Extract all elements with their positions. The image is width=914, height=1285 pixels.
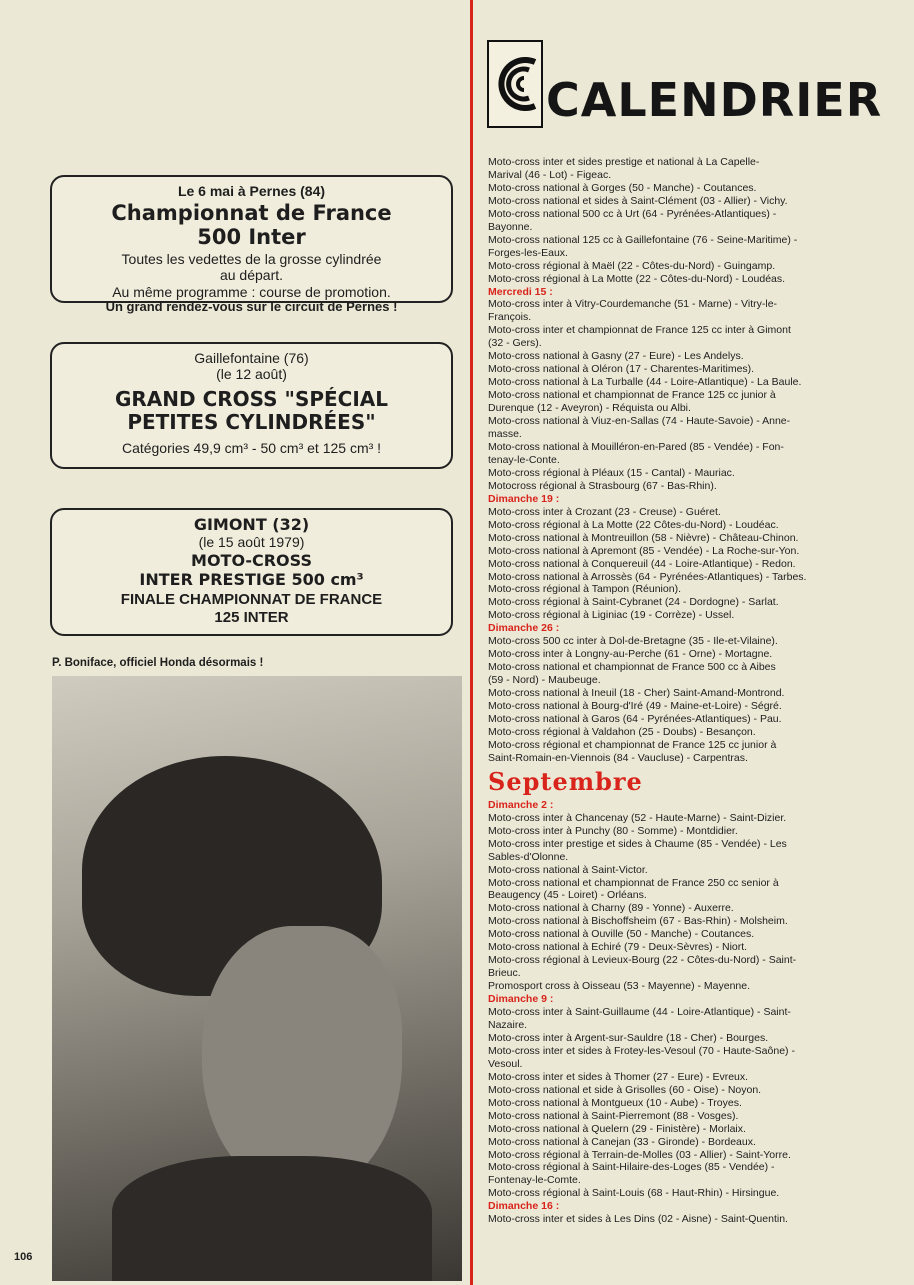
calendar-entry-line: Motocross régional à Strasbourg (67 - Bas-Rhin). [488,479,717,492]
calendar-entry-line: Moto-cross 500 cc inter à Dol-de-Bretagne (35 - Ile-et-Vilaine). [488,635,778,648]
calendar-entry-line: Moto-cross régional et championnat de France 125 cc junior à [488,738,777,751]
calendar-entry-line: Vesoul. [488,1057,523,1070]
gaillefontaine-announcement-box [50,342,453,469]
calendar-entry-line: Beaugency (45 - Loiret) - Orléans. [488,889,647,902]
calendar-entry-line: Moto-cross national 125 cc à Gaillefontaine (76 - Seine-Maritime) - [488,233,798,246]
month-heading: Septembre [488,766,643,796]
calendar-entry-line: Moto-cross inter et sides à Les Dins (02 - Aisne) - Saint-Quentin. [488,1213,788,1226]
calendar-entry-line: Forges-les-Eaux. [488,246,568,259]
calendar-entry-line: (59 - Nord) - Maubeuge. [488,674,601,687]
calendar-entry-line: Moto-cross national 500 cc à Urt (64 - Pyrénées-Atlantiques) - [488,207,777,220]
box2-categories: Catégories 49,9 cm³ - 50 cm³ et 125 cm³ ! [121,440,382,457]
box2-place: Gaillefontaine (76) [194,350,309,366]
box1-text-2: au départ. [219,267,284,284]
box1-class: 500 Inter [197,225,306,250]
calendar-entry-line: Moto-cross national à Bourg-d'Iré (49 - Maine-et-Loire) - Ségré. [488,700,782,713]
calendar-day-heading: Mercredi 15 : [488,285,553,298]
calendar-entry-line: Moto-cross national à Charny (89 - Yonne) - Auxerre. [488,902,734,915]
calendar-entry-line: Moto-cross national à Gasny (27 - Eure) - Les Andelys. [488,350,744,363]
calendar-entry-line: Moto-cross inter à Chancenay (52 - Haute-Marne) - Saint-Dizier. [488,811,787,824]
calendar-entry-line: Moto-cross national à La Turballe (44 - Loire-Atlantique) - La Baule. [488,376,802,389]
calendar-title: CALENDRIER [546,73,883,127]
pernes-announcement-box [50,175,453,314]
box1-text-3: Au même programme : course de promotion. [112,283,391,300]
page-number: 106 [14,1251,33,1263]
calendar-entry-line: Moto-cross régional à La Motte (22 Côtes-du-Nord) - Loudéac. [488,518,779,531]
calendar-entry-line: Moto-cross national et championnat de France 500 cc à Aibes [488,661,776,674]
box2-title-1: GRAND CROSS "SPÉCIAL [114,387,389,412]
calendar-entry-line: Moto-cross inter à Saint-Guillaume (44 - Loire-Atlantique) - Saint- [488,1006,791,1019]
calendar-entry-line: Moto-cross régional à Saint-Louis (68 - Haut-Rhin) - Hirsingue. [488,1187,780,1200]
calendar-entry-line: Moto-cross national à Echiré (79 - Deux-Sèvres) - Niort. [488,941,748,954]
box1-date: Le 6 mai à Pernes (84) [177,183,326,199]
calendar-entry-line: Moto-cross national à Ineuil (18 - Cher) Saint-Amand-Montrond. [488,687,785,700]
calendar-entry-line: Moto-cross inter à Argent-sur-Sauldre (18 - Cher) - Bourges. [488,1031,769,1044]
calendar-entry-line: Moto-cross inter à Longny-au-Perche (61 - Orne) - Mortagne. [488,648,773,661]
calendar-entry-line: Nazaire. [488,1019,528,1031]
calendar-entry-line: Moto-cross régional à Levieux-Bourg (22 - Côtes-du-Nord) - Saint- [488,954,797,967]
calendar-entry-line: François. [488,311,532,324]
calendar-entry-line: (32 - Gers). [488,337,542,350]
calendar-entry-line: Moto-cross régional à Maël (22 - Côtes-du-Nord) - Guingamp. [488,259,776,272]
calendar-entry-line: Moto-cross national à Bischoffsheim (67 - Bas-Rhin) - Molsheim. [488,915,788,928]
box1-text-4: Un grand rendez-vous sur le circuit de Pernes ! [105,298,398,314]
box3-date: (le 15 août 1979) [198,534,305,551]
photo-shoulder-shape [112,1156,432,1281]
calendar-list [488,156,892,1226]
calendar-entry-line: Moto-cross inter et sides à Thomer (27 - Eure) - Evreux. [488,1070,749,1083]
calendar-entry-line: Moto-cross régional à Saint-Cybranet (24 - Dordogne) - Sarlat. [488,596,779,609]
calendar-entry-line: Moto-cross national à Saint-Victor. [488,863,648,876]
box3-final-2: 125 INTER [214,608,289,626]
calendar-entry-line: Moto-cross régional à Liginiac (19 - Corrèze) - Ussel. [488,609,735,622]
box3-title-1: MOTO-CROSS [191,551,312,571]
box3-final-1: FINALE CHAMPIONNAT DE FRANCE [120,591,383,609]
calendar-entry-line: Durenque (12 - Aveyron) - Réquista ou Albi. [488,402,691,415]
calendar-entry-line: Moto-cross national à Mouilléron-en-Pared (85 - Vendée) - Fon- [488,440,784,453]
calendar-entry-line: Moto-cross national à Arrossès (64 - Pyrénées-Atlantiques) - Tarbes. [488,570,807,583]
calendar-day-heading: Dimanche 26 : [488,622,560,635]
calendar-entry-line: tenay-le-Conte. [488,453,560,466]
calendar-entry-line: Moto-cross inter à Punchy (80 - Somme) - Montdidier. [488,824,738,837]
box1-championship: Championnat de France [111,201,392,226]
calendar-entry-line: Moto-cross inter et sides à Frotey-les-Vesoul (70 - Haute-Saône) - [488,1044,795,1057]
calendar-entry-line: Fontenay-le-Comte. [488,1174,581,1187]
calendar-entry-line: Moto-cross national et championnat de France 250 cc senior à [488,876,779,889]
red-column-divider [470,0,473,1285]
box2-title-2: PETITES CYLINDRÉES" [127,410,376,435]
calendar-entry-line: Moto-cross national à Garos (64 - Pyrénées-Atlantiques) - Pau. [488,712,782,725]
calendar-day-heading: Dimanche 2 : [488,798,554,811]
calendar-entry-line: Moto-cross national à Quelern (29 - Finistère) - Morlaix. [488,1122,746,1135]
calendar-entry-line: Moto-cross national à Gorges (50 - Manche) - Coutances. [488,181,757,194]
calendar-entry-line: Moto-cross national à Saint-Pierremont (88 - Vosges). [488,1109,739,1122]
calendar-entry-line: Promosport cross à Oisseau (53 - Mayenne) - Mayenne. [488,980,751,993]
calendar-entry-line: Saint-Romain-en-Viennois (84 - Vaucluse) - Carpentras. [488,751,748,764]
calendar-day-heading: Dimanche 16 : [488,1200,560,1213]
box3-place: GIMONT (32) [193,515,310,534]
calendar-entry-line: Moto-cross régional à Pléaux (15 - Cantal) - Mauriac. [488,466,735,479]
calendar-entry-line: Moto-cross national à Oléron (17 - Charentes-Maritimes). [488,363,755,376]
calendar-entry-line: Moto-cross national à Apremont (85 - Vendée) - La Roche-sur-Yon. [488,544,800,557]
calendar-entry-line: Moto-cross inter à Crozant (23 - Creuse) - Guéret. [488,505,721,518]
calendar-day-heading: Dimanche 19 : [488,492,560,505]
photo-caption: P. Boniface, officiel Honda désormais ! [52,657,264,669]
calendar-entry-line: Moto-cross national à Montgueux (10 - Aube) - Troyes. [488,1096,742,1109]
calendar-entry-line: Moto-cross régional à La Motte (22 - Côtes-du-Nord) - Loudéas. [488,272,786,285]
calendar-entry-line: Moto-cross régional à Saint-Hilaire-des-Loges (85 - Vendée) - [488,1161,775,1174]
calendar-entry-line: Moto-cross national à Ouville (50 - Manche) - Coutances. [488,928,755,941]
calendar-entry-line: masse. [488,428,522,441]
calendar-entry-line: Brieuc. [488,967,521,980]
calendar-entry-line: Moto-cross national et sides à Saint-Clément (03 - Allier) - Vichy. [488,194,788,207]
calendar-entry-line: Moto-cross inter à Vitry-Courdemanche (51 - Marne) - Vitry-le- [488,298,778,311]
calendar-entry-line: Moto-cross régional à Valdahon (25 - Doubs) - Besançon. [488,725,756,738]
calendar-entry-line: Moto-cross national à Viuz-en-Sallas (74 - Haute-Savoie) - Anne- [488,415,791,428]
calendar-entry-line: Moto-cross inter prestige et sides à Chaume (85 - Vendée) - Les [488,837,787,850]
calendar-entry-line: Moto-cross régional à Terrain-de-Molles (03 - Allier) - Saint-Yorre. [488,1148,791,1161]
calendar-entry-line: Marival (46 - Lot) - Figeac. [488,168,612,181]
rider-portrait-photo [52,676,462,1281]
calendar-entry-line: Moto-cross régional à Tampon (Réunion). [488,583,681,596]
calendar-entry-line: Moto-cross national à Conquereuil (44 - Loire-Atlantique) - Redon. [488,557,796,570]
calendar-entry-line: Moto-cross national à Montreuillon (58 - Nièvre) - Château-Chinon. [488,531,799,544]
calendar-entry-line: Moto-cross national à Canejan (33 - Gironde) - Bordeaux. [488,1135,756,1148]
calendar-entry-line: Bayonne. [488,220,533,233]
calendar-entry-line: Moto-cross national et championnat de France 125 cc junior à [488,389,776,402]
box1-text-1: Toutes les vedettes de la grosse cylindrée [121,251,382,268]
box2-date: (le 12 août) [216,366,287,383]
calendar-entry-line: Moto-cross inter et sides prestige et national à La Capelle- [488,156,760,168]
calendar-entry-line: Sables-d'Olonne. [488,850,569,863]
gimont-announcement-box [50,508,453,636]
calendar-entry-line: Moto-cross national et side à Grisolles (60 - Oise) - Noyon. [488,1083,762,1096]
box3-title-2: INTER PRESTIGE 500 cm³ [139,569,364,589]
calendar-entry-line: Moto-cross inter et championnat de France 125 cc inter à Gimont [488,324,791,337]
calendrier-c-logo-icon [487,40,543,128]
calendar-day-heading: Dimanche 9 : [488,993,554,1006]
